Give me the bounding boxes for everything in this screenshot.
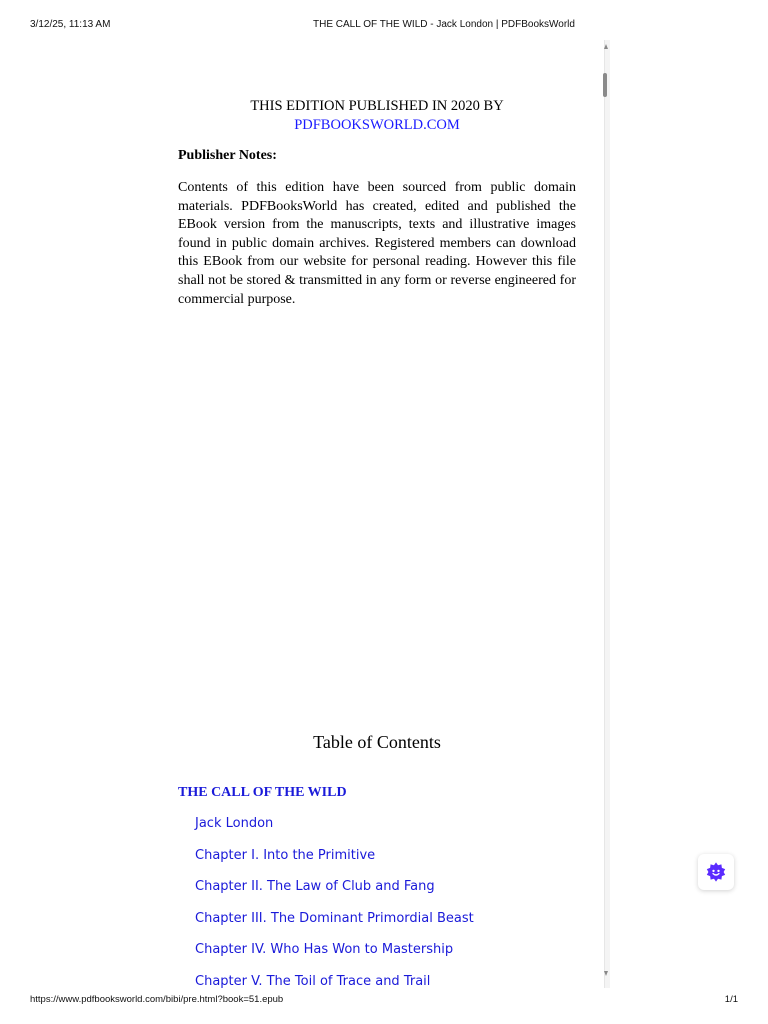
floating-assistant-button[interactable]: [698, 854, 734, 890]
scrollbar-thumb[interactable]: [603, 73, 607, 97]
edition-line: THIS EDITION PUBLISHED IN 2020 BY: [250, 98, 504, 114]
toc-item-chapter-2[interactable]: Chapter II. The Law of Club and Fang: [195, 879, 435, 895]
publisher-notes-title: Publisher Notes:: [178, 148, 277, 163]
scroll-up-arrow-icon[interactable]: [604, 44, 608, 49]
print-page-title: THE CALL OF THE WILD - Jack London | PDFBooksWorld: [313, 19, 575, 30]
sparkle-badge-icon: [705, 861, 727, 883]
toc-item-chapter-5[interactable]: Chapter V. The Toil of Trace and Trail: [195, 973, 431, 989]
toc-list: [195, 815, 474, 990]
publisher-notes-body: Contents of this edition have been sourced from public domain materials. PDFBooksWorld has created, edited and published the EBook version from the manuscripts, texts and illustrative images found in public domain archives. Registered members can download this EBook from our website for personal reading. However this file shall not be stored & transmitted in any form or reverse engineered for commercial purpose.: [178, 180, 576, 307]
toc-item-author[interactable]: Jack London: [195, 816, 274, 831]
toc-book-title-link[interactable]: THE CALL OF THE WILD: [178, 785, 347, 800]
toc-heading: Table of Contents: [313, 732, 441, 752]
publisher-link[interactable]: PDFBOOKSWORLD.COM: [294, 117, 460, 133]
toc-item-chapter-3[interactable]: Chapter III. The Dominant Primordial Beast: [195, 910, 474, 926]
edition-notice: [178, 97, 576, 135]
print-footer: [0, 994, 768, 1008]
page-scrollbar[interactable]: [604, 40, 610, 988]
print-datetime: 3/12/25, 11:13 AM: [30, 19, 111, 30]
print-page-count: 1/1: [724, 994, 738, 1005]
reader-page: [0, 40, 604, 990]
print-url: https://www.pdfbooksworld.com/bibi/pre.html?book=51.epub: [30, 994, 284, 1005]
toc-item-chapter-4[interactable]: Chapter IV. Who Has Won to Mastership: [195, 942, 454, 958]
print-header: [0, 19, 768, 33]
toc-item-chapter-1[interactable]: Chapter I. Into the Primitive: [195, 847, 376, 863]
scroll-down-arrow-icon[interactable]: [604, 971, 608, 976]
